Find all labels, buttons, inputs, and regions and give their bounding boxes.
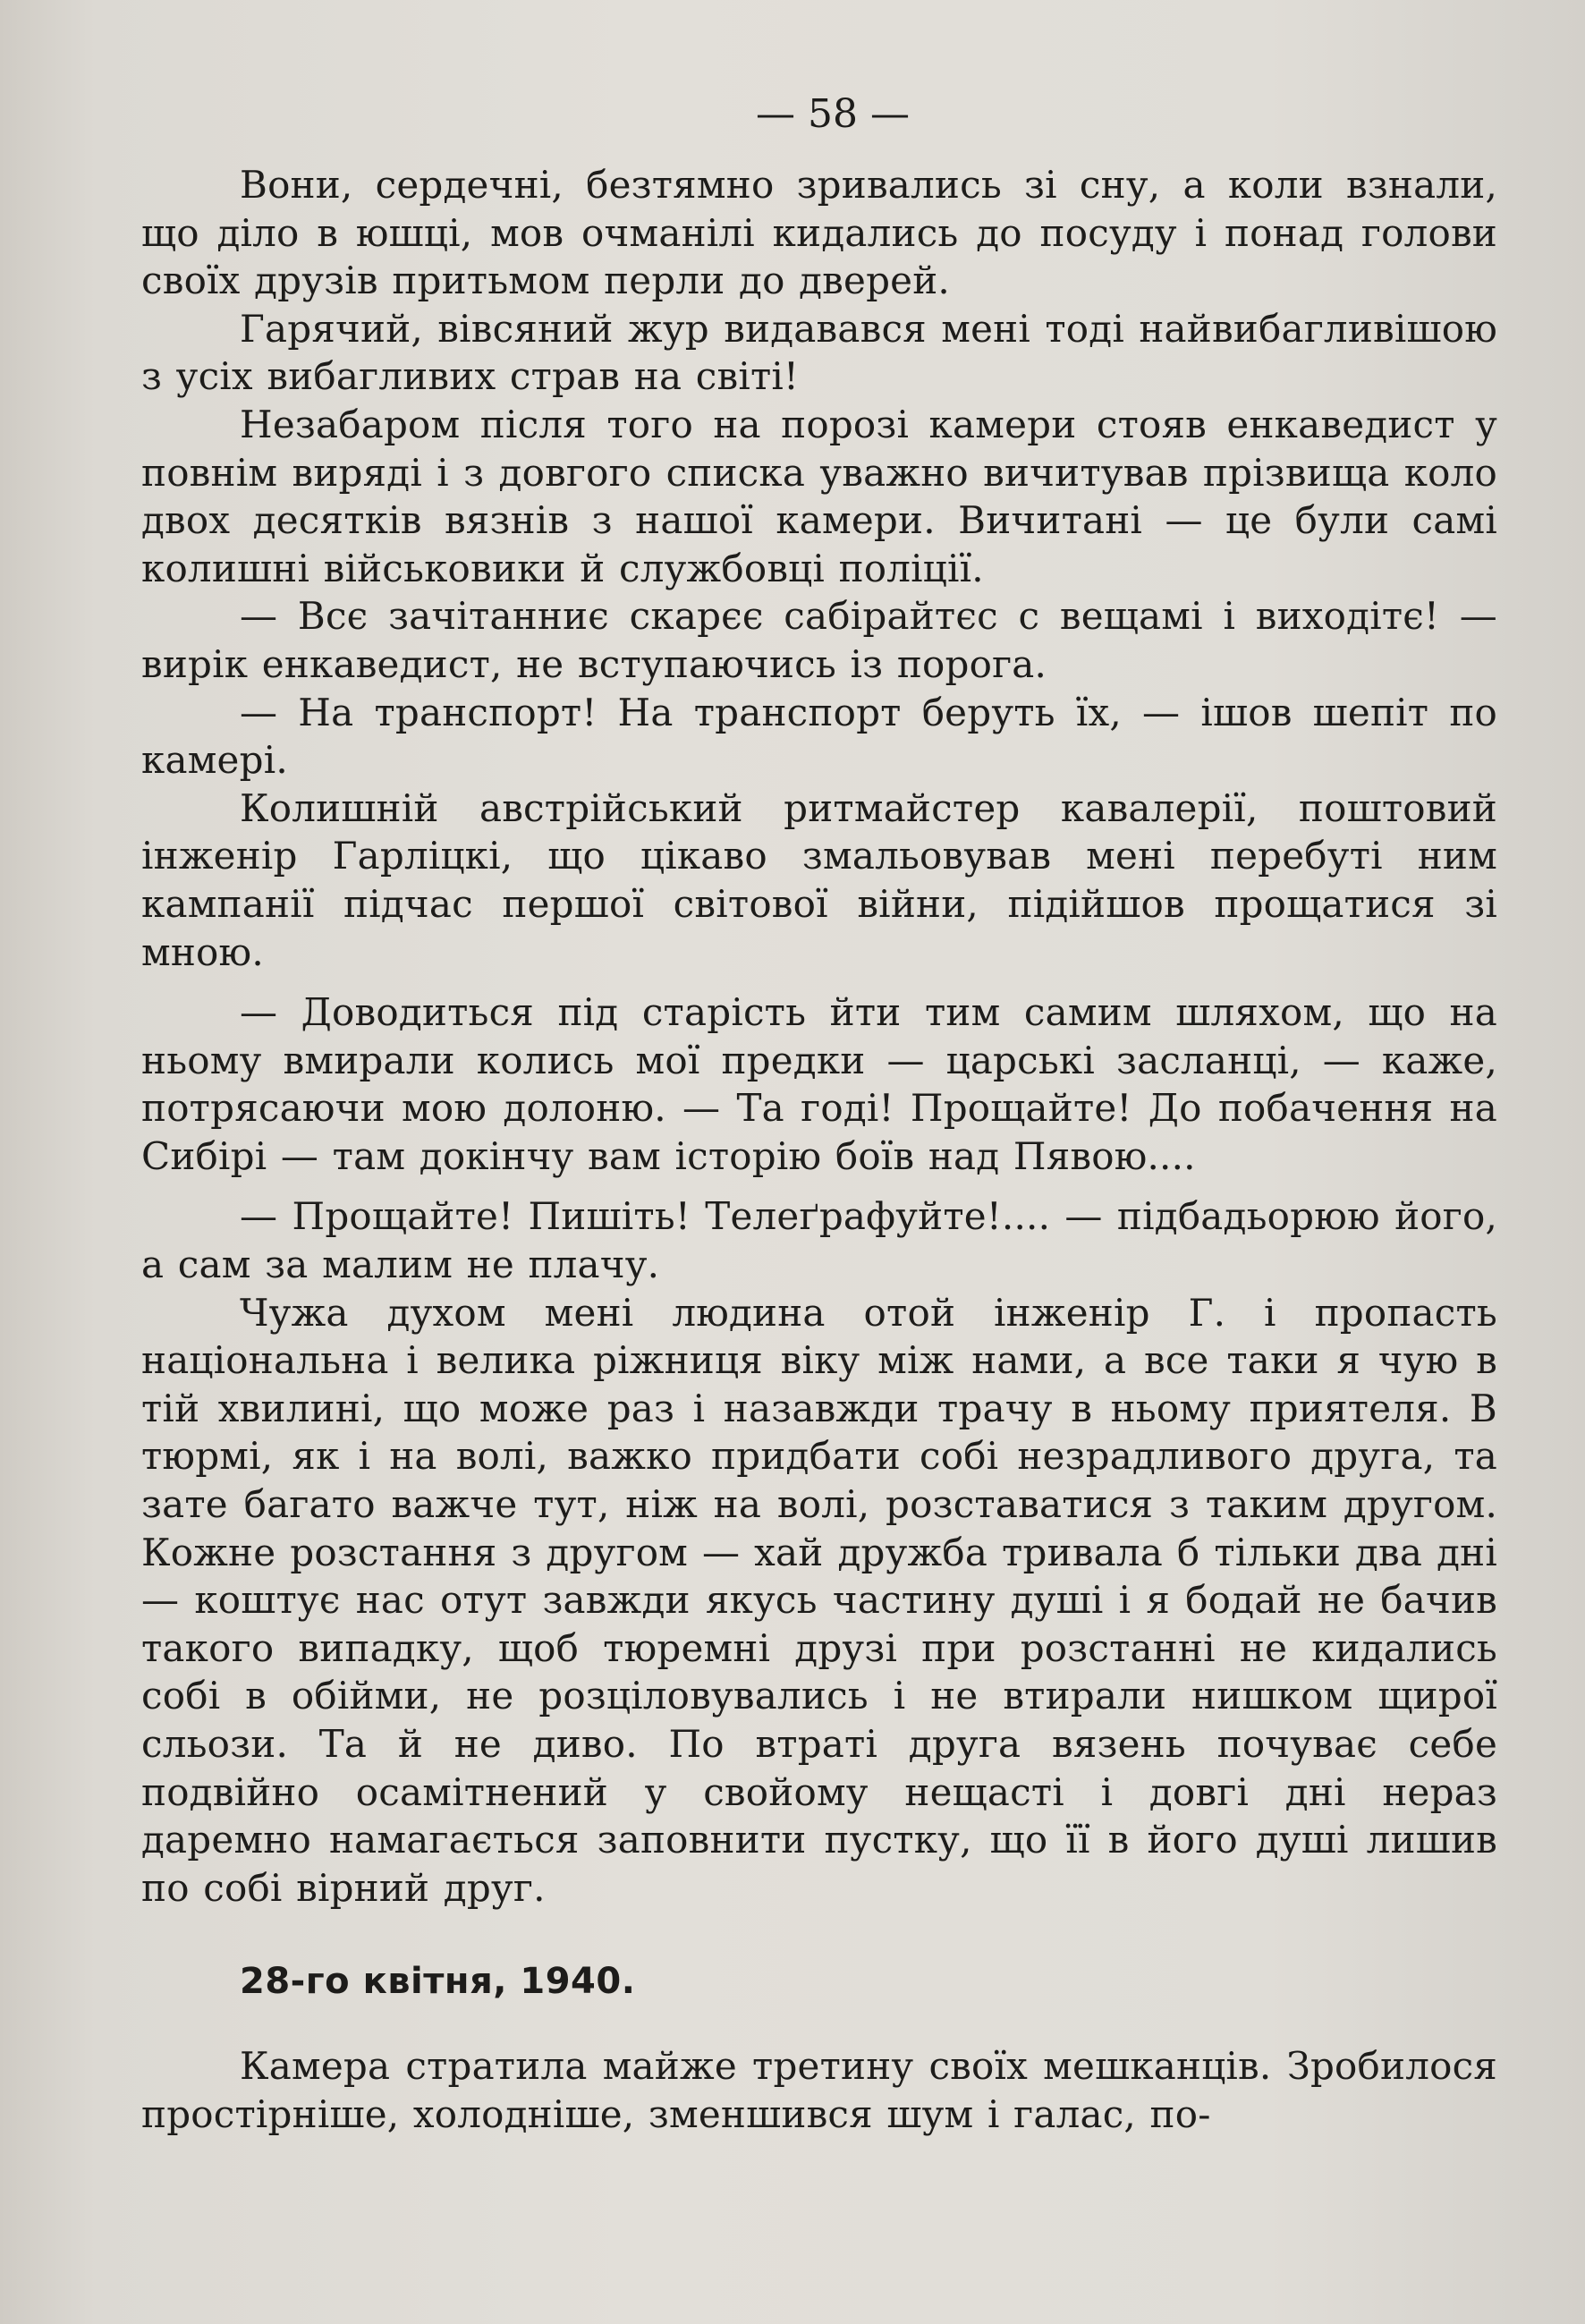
paragraph: — Доводиться під старість йти тим самим шляхом, що на ньому вмирали колись мої предки — царські засланці, — каже, потрясаючи мою долоню. — Та годі! Прощайте! До побачення на Сибірі — там докінчу вам історію боїв над Пявою.... xyxy=(141,990,1497,1178)
paragraph: Вони, сердечні, безтямно зривались зі сну, а коли взнали, що діло в юшці, мов очманілі кидались до посуду і понад голови своїх друзів притьмом перли до дверей. xyxy=(141,163,1497,303)
paragraph: Камера стратила майже третину своїх мешканців. Зробилося простірніше, холодніше, зменшився шум і галас, по- xyxy=(141,2044,1497,2136)
page-number: — 58 — xyxy=(756,91,910,137)
date-heading: 28-го квітня, 1940. xyxy=(240,1961,636,2003)
paragraph: Колишній австрійський ритмайстер кавалерії, поштовий інженір Гарліцкі, що цікаво змальовував мені перебуті ним кампанії підчас першої світової війни, підійшов прощатися зі мною. xyxy=(141,785,1497,974)
paragraph: — Прощайте! Пишіть! Телеґрафуйте!.... — підбадьорюю його, а сам за малим не плачу. xyxy=(141,1194,1497,1287)
paragraph: — На транспорт! На транспорт беруть їх, — ішов шепіт по камері. xyxy=(141,690,1497,783)
paragraph: Чужа духом мені людина отой інженір Г. і пропасть національна і велика ріжниця віку між нами, а все таки я чую в тій хвилині, що може раз і назавжди трачу в ньому приятеля. В тюрмі, як і на волі, важко придбати собі незрадливого друга, та зате багато важче тут, ніж на волі, розставатися з таким другом. Кожне розстання з другом — хай дружба тривала б тільки два дні — коштує нас отут завжди якусь частину душі і я бодай не бачив такого випадку, щоб тюремні друзі при розстанні не кидались собі в обійми, не розціловувались і не втирали нишком щирої сльози. Та й не диво. По втраті друга вязень почуває себе подвійно осамітнений у свойому нещасті і довгі дні нераз даремно намагається заповнити пустку, що її в його душі лишив по собі вірний друг. xyxy=(141,1290,1497,1910)
paragraph: — Всє зачітанниє скарєє сабірайтєс с вещамі і виходітє! — вирік енкаведист, не вступаючись із порога. xyxy=(141,594,1497,686)
paragraph: Незабаром після того на порозі камери стояв енкаведист у повнім виряді і з довгого списка уважно вичитував прізвища коло двох десятків вязнів з нашої камери. Вичитані — це були самі колишні військовики й службовці поліції. xyxy=(141,402,1497,590)
paragraph: Гарячий, вівсяний жур видавався мені тоді найвибагливішою з усіх вибагливих страв на світі! xyxy=(141,306,1497,399)
body-text-continued xyxy=(141,2042,1497,2138)
body-text xyxy=(141,161,1497,1912)
